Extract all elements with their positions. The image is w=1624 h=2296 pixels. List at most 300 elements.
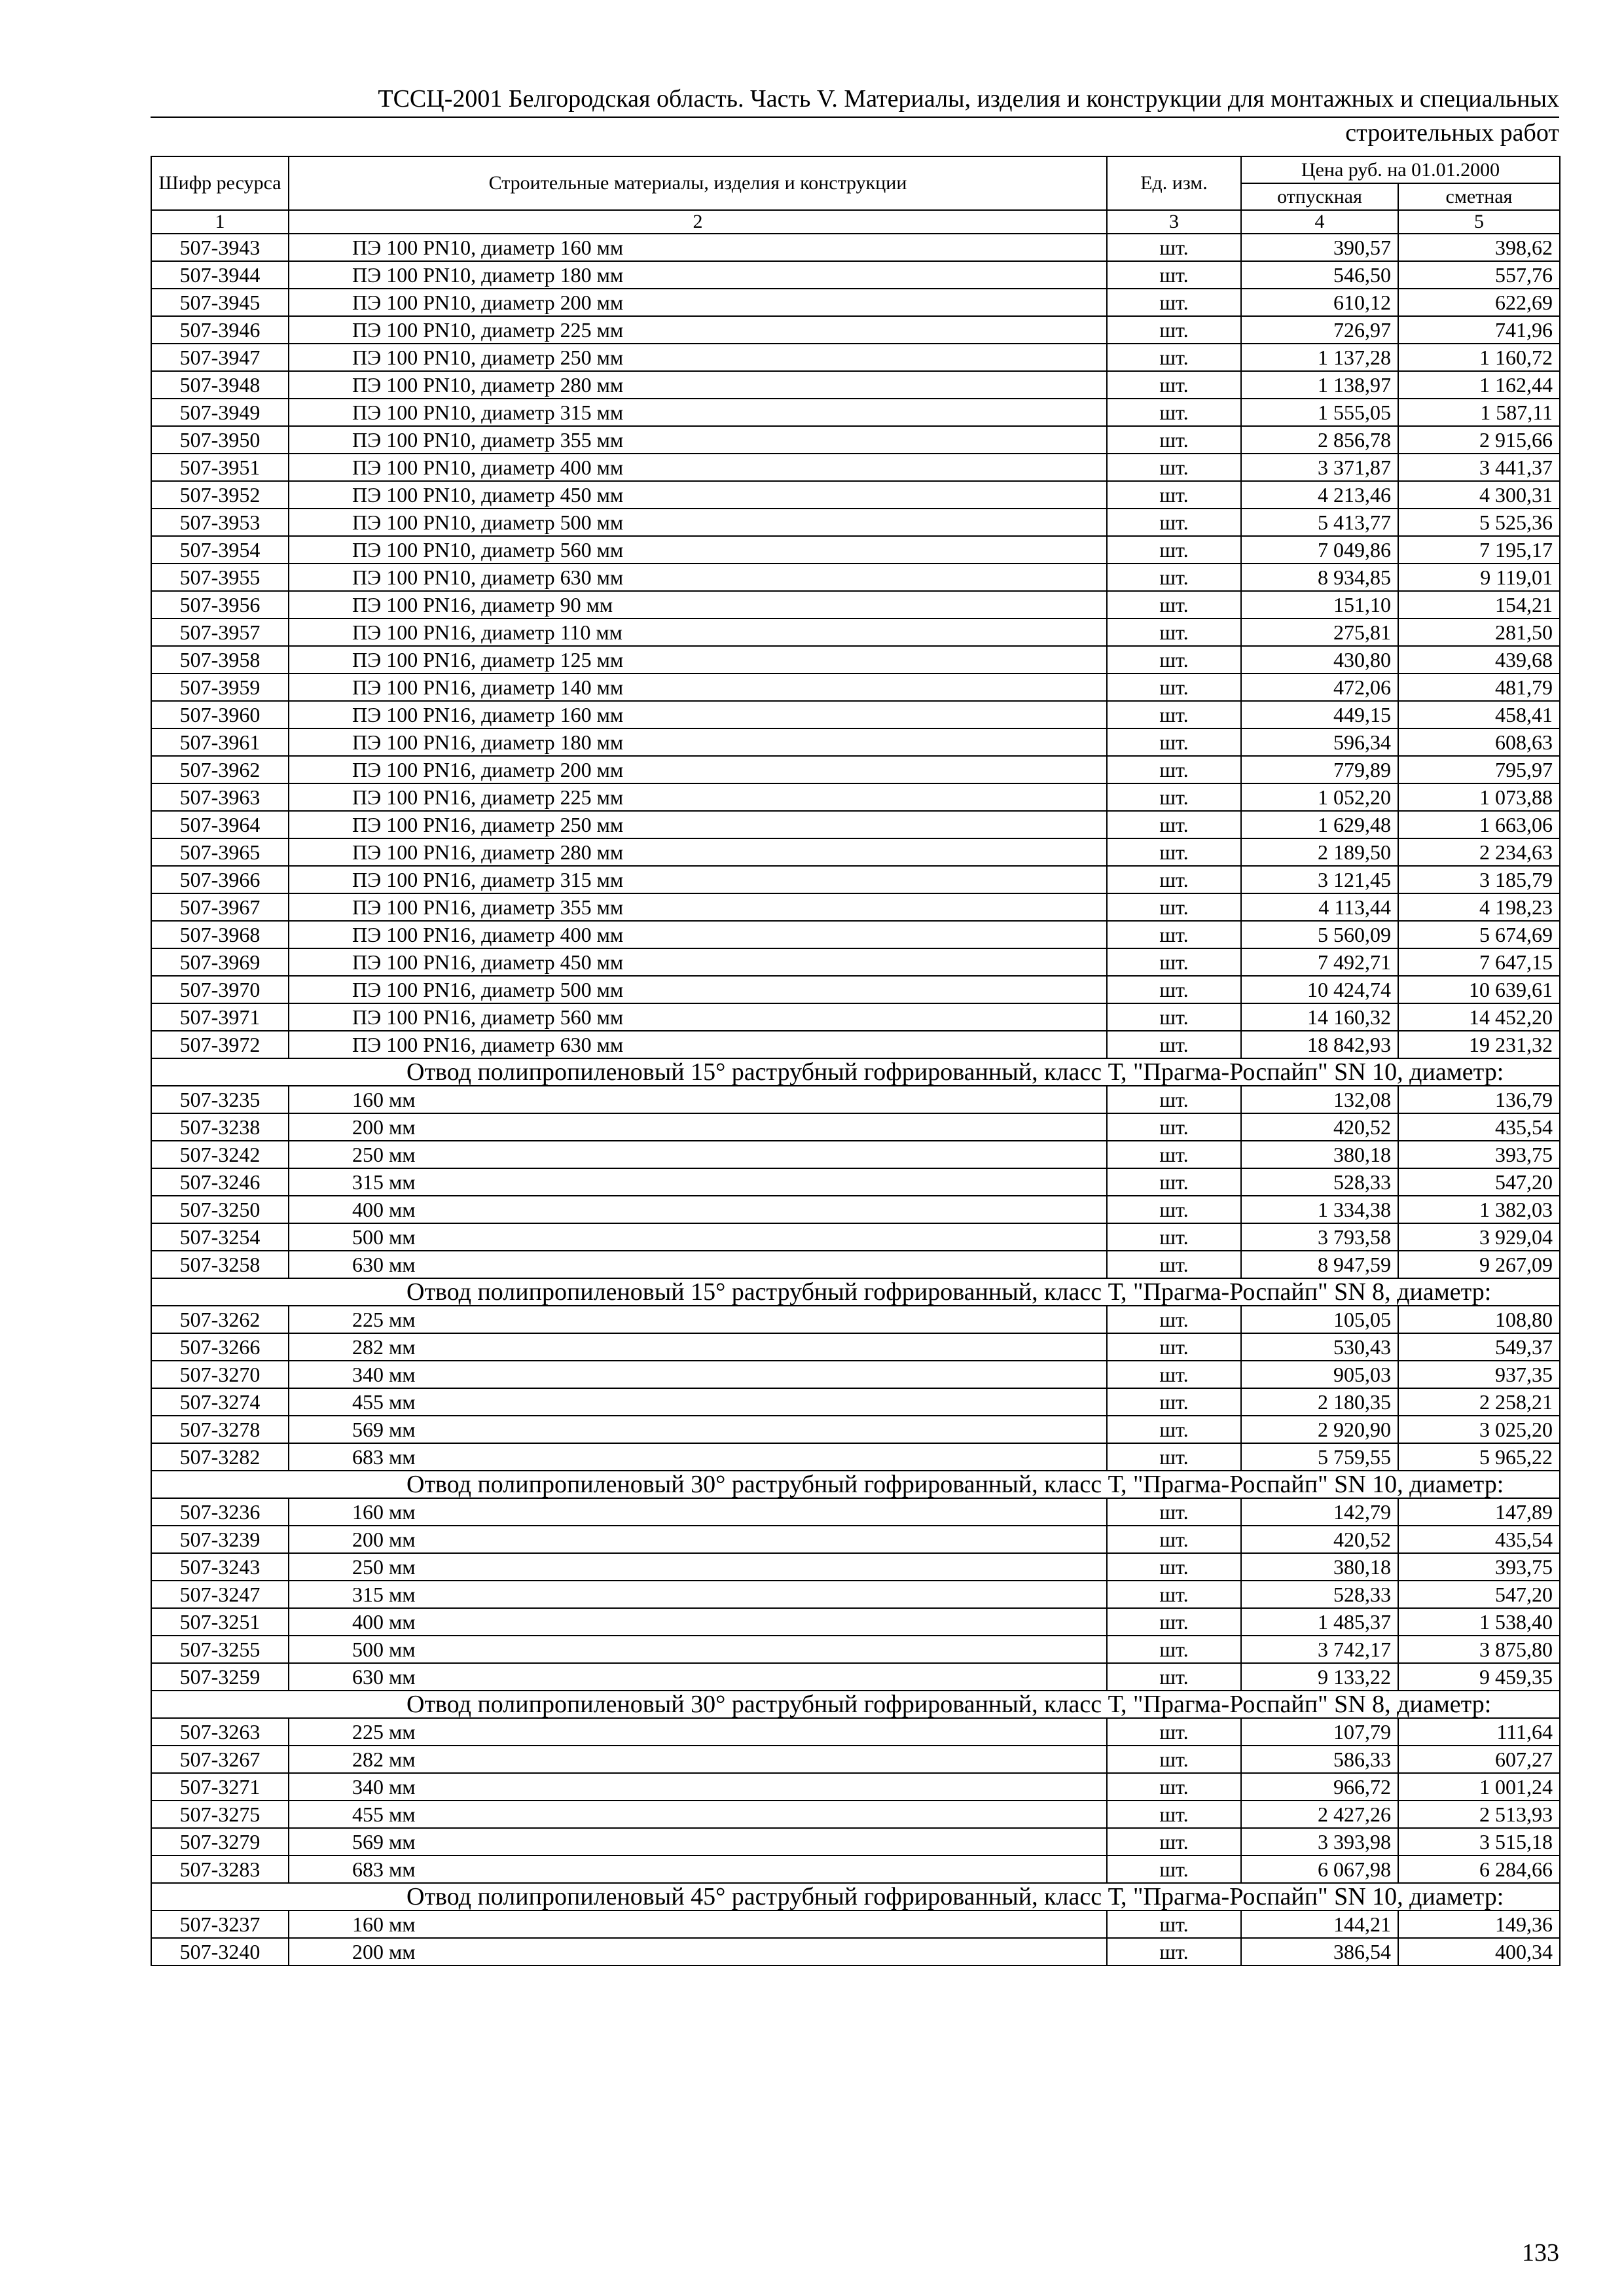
cell-estimate-price: 607,27: [1398, 1746, 1560, 1773]
cell-name: ПЭ 100 PN16, диаметр 560 мм: [289, 1003, 1107, 1031]
cell-release-price: 380,18: [1241, 1141, 1398, 1168]
cell-code: 507-3957: [151, 619, 289, 646]
table-row: [151, 1388, 1560, 1416]
table-row: [151, 261, 1560, 289]
cell-release-price: 10 424,74: [1241, 976, 1398, 1003]
table-row: [151, 701, 1560, 728]
cell-estimate-price: 622,69: [1398, 289, 1560, 316]
cell-release-price: 530,43: [1241, 1333, 1398, 1361]
cell-estimate-price: 1 073,88: [1398, 783, 1560, 811]
cell-unit: шт.: [1107, 1498, 1241, 1526]
table-row: [151, 591, 1560, 619]
cell-release-price: 472,06: [1241, 673, 1398, 701]
cell-release-price: 1 629,48: [1241, 811, 1398, 838]
cell-code: 507-3255: [151, 1636, 289, 1663]
cell-code: 507-3959: [151, 673, 289, 701]
cell-estimate-price: 3 441,37: [1398, 454, 1560, 481]
cell-name: ПЭ 100 PN16, диаметр 200 мм: [289, 756, 1107, 783]
header-title-line1: ТССЦ-2001 Белгородская область. Часть V. Материалы, изделия и конструкции для монтажных и специальных: [378, 85, 1559, 113]
cell-code: 507-3259: [151, 1663, 289, 1691]
cell-estimate-price: 5 674,69: [1398, 921, 1560, 948]
cell-unit: шт.: [1107, 509, 1241, 536]
cell-name: 340 мм: [289, 1773, 1107, 1801]
cell-release-price: 7 492,71: [1241, 948, 1398, 976]
cell-code: 507-3275: [151, 1801, 289, 1828]
cell-release-price: 18 842,93: [1241, 1031, 1398, 1058]
table-row: [151, 1608, 1560, 1636]
cell-estimate-price: 1 382,03: [1398, 1196, 1560, 1223]
cell-release-price: 586,33: [1241, 1746, 1398, 1773]
cell-code: 507-3969: [151, 948, 289, 976]
cell-estimate-price: 741,96: [1398, 316, 1560, 344]
table-row: [151, 426, 1560, 454]
cell-name: ПЭ 100 PN10, диаметр 280 мм: [289, 371, 1107, 399]
cell-name: ПЭ 100 PN16, диаметр 355 мм: [289, 893, 1107, 921]
cell-code: 507-3263: [151, 1718, 289, 1746]
cell-name: 225 мм: [289, 1718, 1107, 1746]
table-row: [151, 1306, 1560, 1333]
table-row: [151, 619, 1560, 646]
table-row: [151, 728, 1560, 756]
cell-release-price: 2 920,90: [1241, 1416, 1398, 1443]
cell-unit: шт.: [1107, 564, 1241, 591]
cell-estimate-price: 281,50: [1398, 619, 1560, 646]
cell-estimate-price: 400,34: [1398, 1938, 1560, 1965]
table-row: [151, 1718, 1560, 1746]
cell-release-price: 905,03: [1241, 1361, 1398, 1388]
table-row: [151, 1416, 1560, 1443]
table-row: [151, 1581, 1560, 1608]
cell-estimate-price: 9 267,09: [1398, 1251, 1560, 1278]
cell-release-price: 430,80: [1241, 646, 1398, 673]
cell-release-price: 2 856,78: [1241, 426, 1398, 454]
cell-estimate-price: 393,75: [1398, 1553, 1560, 1581]
table-row: [151, 1333, 1560, 1361]
cell-unit: шт.: [1107, 1636, 1241, 1663]
cell-estimate-price: 1 162,44: [1398, 371, 1560, 399]
cell-code: 507-3945: [151, 289, 289, 316]
cell-release-price: 151,10: [1241, 591, 1398, 619]
cell-unit: шт.: [1107, 1168, 1241, 1196]
cell-estimate-price: 5 965,22: [1398, 1443, 1560, 1471]
cell-unit: шт.: [1107, 1306, 1241, 1333]
cell-release-price: 1 052,20: [1241, 783, 1398, 811]
cell-code: 507-3235: [151, 1086, 289, 1113]
cell-code: 507-3254: [151, 1223, 289, 1251]
cell-estimate-price: 549,37: [1398, 1333, 1560, 1361]
table-row: [151, 1113, 1560, 1141]
cell-estimate-price: 2 915,66: [1398, 426, 1560, 454]
cell-release-price: 390,57: [1241, 234, 1398, 261]
cell-name: ПЭ 100 PN10, диаметр 160 мм: [289, 234, 1107, 261]
cell-name: ПЭ 100 PN16, диаметр 110 мм: [289, 619, 1107, 646]
cell-name: 455 мм: [289, 1388, 1107, 1416]
cell-unit: шт.: [1107, 1856, 1241, 1883]
cell-release-price: 386,54: [1241, 1938, 1398, 1965]
cell-release-price: 528,33: [1241, 1581, 1398, 1608]
table-row: [151, 866, 1560, 893]
table-row: [151, 1636, 1560, 1663]
group-heading: Отвод полипропиленовый 30° раструбный гофрированный, класс Т, "Прагма-Роспайп" SN 8, диаметр:: [289, 1691, 1560, 1718]
table-row: [151, 948, 1560, 976]
cell-code: 507-3250: [151, 1196, 289, 1223]
cell-code: 507-3961: [151, 728, 289, 756]
cell-estimate-price: 937,35: [1398, 1361, 1560, 1388]
table-row: [151, 811, 1560, 838]
cell-unit: шт.: [1107, 1141, 1241, 1168]
cell-estimate-price: 557,76: [1398, 261, 1560, 289]
table-row: [151, 1801, 1560, 1828]
cell-name: ПЭ 100 PN16, диаметр 630 мм: [289, 1031, 1107, 1058]
cell-name: 282 мм: [289, 1746, 1107, 1773]
cell-unit: шт.: [1107, 1086, 1241, 1113]
cell-code: 507-3971: [151, 1003, 289, 1031]
cell-release-price: 546,50: [1241, 261, 1398, 289]
cell-release-price: 2 427,26: [1241, 1801, 1398, 1828]
group-heading-row: [151, 1691, 1560, 1718]
cell-estimate-price: 547,20: [1398, 1168, 1560, 1196]
cell-unit: шт.: [1107, 1443, 1241, 1471]
cell-unit: шт.: [1107, 783, 1241, 811]
table-row: [151, 454, 1560, 481]
cell-unit: шт.: [1107, 1333, 1241, 1361]
cell-name: 315 мм: [289, 1581, 1107, 1608]
cell-name: 500 мм: [289, 1223, 1107, 1251]
cell-release-price: 132,08: [1241, 1086, 1398, 1113]
cell-unit: шт.: [1107, 1773, 1241, 1801]
cell-release-price: 3 121,45: [1241, 866, 1398, 893]
table-row: [151, 756, 1560, 783]
group-heading-row: [151, 1471, 1560, 1498]
cell-release-price: 5 759,55: [1241, 1443, 1398, 1471]
cell-estimate-price: 14 452,20: [1398, 1003, 1560, 1031]
cell-name: ПЭ 100 PN10, диаметр 400 мм: [289, 454, 1107, 481]
column-header-name: Строительные материалы, изделия и конструкции: [289, 156, 1107, 210]
table-row: [151, 536, 1560, 564]
cell-unit: шт.: [1107, 1938, 1241, 1965]
cell-name: ПЭ 100 PN10, диаметр 250 мм: [289, 344, 1107, 371]
cell-unit: шт.: [1107, 261, 1241, 289]
cell-code: 507-3950: [151, 426, 289, 454]
cell-code: 507-3958: [151, 646, 289, 673]
group-heading-spacer: [151, 1058, 289, 1086]
cell-release-price: 8 934,85: [1241, 564, 1398, 591]
column-number: 5: [1398, 210, 1560, 234]
cell-name: ПЭ 100 PN10, диаметр 560 мм: [289, 536, 1107, 564]
cell-release-price: 4 213,46: [1241, 481, 1398, 509]
cell-code: 507-3278: [151, 1416, 289, 1443]
cell-estimate-price: 7 195,17: [1398, 536, 1560, 564]
cell-name: ПЭ 100 PN10, диаметр 225 мм: [289, 316, 1107, 344]
cell-name: ПЭ 100 PN10, диаметр 450 мм: [289, 481, 1107, 509]
cell-code: 507-3947: [151, 344, 289, 371]
cell-estimate-price: 9 119,01: [1398, 564, 1560, 591]
table-row: [151, 1031, 1560, 1058]
cell-estimate-price: 6 284,66: [1398, 1856, 1560, 1883]
cell-code: 507-3965: [151, 838, 289, 866]
group-heading-row: [151, 1883, 1560, 1910]
cell-estimate-price: 2 234,63: [1398, 838, 1560, 866]
cell-code: 507-3963: [151, 783, 289, 811]
cell-release-price: 105,05: [1241, 1306, 1398, 1333]
cell-estimate-price: 608,63: [1398, 728, 1560, 756]
cell-unit: шт.: [1107, 1746, 1241, 1773]
table-row: [151, 1746, 1560, 1773]
cell-name: 340 мм: [289, 1361, 1107, 1388]
cell-code: 507-3266: [151, 1333, 289, 1361]
cell-release-price: 3 393,98: [1241, 1828, 1398, 1856]
table-body: [151, 234, 1560, 1965]
cell-release-price: 107,79: [1241, 1718, 1398, 1746]
cell-code: 507-3966: [151, 866, 289, 893]
cell-release-price: 6 067,98: [1241, 1856, 1398, 1883]
cell-unit: шт.: [1107, 1828, 1241, 1856]
cell-unit: шт.: [1107, 921, 1241, 948]
cell-name: 400 мм: [289, 1608, 1107, 1636]
cell-unit: шт.: [1107, 728, 1241, 756]
cell-code: 507-3944: [151, 261, 289, 289]
cell-release-price: 9 133,22: [1241, 1663, 1398, 1691]
page-header: [151, 84, 1559, 148]
cell-release-price: 144,21: [1241, 1910, 1398, 1938]
cell-unit: шт.: [1107, 1031, 1241, 1058]
cell-name: 500 мм: [289, 1636, 1107, 1663]
table-row: [151, 1526, 1560, 1553]
column-number: 3: [1107, 210, 1241, 234]
cell-unit: шт.: [1107, 426, 1241, 454]
cell-name: ПЭ 100 PN10, диаметр 200 мм: [289, 289, 1107, 316]
cell-estimate-price: 393,75: [1398, 1141, 1560, 1168]
cell-unit: шт.: [1107, 1251, 1241, 1278]
cell-code: 507-3239: [151, 1526, 289, 1553]
table-row: [151, 1773, 1560, 1801]
cell-release-price: 1 555,05: [1241, 399, 1398, 426]
cell-unit: шт.: [1107, 1801, 1241, 1828]
cell-estimate-price: 2 513,93: [1398, 1801, 1560, 1828]
cell-unit: шт.: [1107, 1553, 1241, 1581]
cell-name: ПЭ 100 PN16, диаметр 315 мм: [289, 866, 1107, 893]
table-row: [151, 1663, 1560, 1691]
group-heading: Отвод полипропиленовый 45° раструбный гофрированный, класс Т, "Прагма-Роспайп" SN 10, диаметр:: [289, 1883, 1560, 1910]
cell-code: 507-3964: [151, 811, 289, 838]
cell-code: 507-3951: [151, 454, 289, 481]
cell-estimate-price: 154,21: [1398, 591, 1560, 619]
cell-unit: шт.: [1107, 756, 1241, 783]
table-row: [151, 289, 1560, 316]
cell-estimate-price: 149,36: [1398, 1910, 1560, 1938]
cell-code: 507-3967: [151, 893, 289, 921]
group-heading-spacer: [151, 1883, 289, 1910]
cell-estimate-price: 435,54: [1398, 1113, 1560, 1141]
cell-estimate-price: 111,64: [1398, 1718, 1560, 1746]
cell-name: ПЭ 100 PN16, диаметр 160 мм: [289, 701, 1107, 728]
price-table: [151, 156, 1561, 1966]
cell-estimate-price: 136,79: [1398, 1086, 1560, 1113]
cell-estimate-price: 3 185,79: [1398, 866, 1560, 893]
cell-name: 160 мм: [289, 1086, 1107, 1113]
cell-unit: шт.: [1107, 619, 1241, 646]
cell-name: 683 мм: [289, 1856, 1107, 1883]
cell-name: 225 мм: [289, 1306, 1107, 1333]
table-row: [151, 673, 1560, 701]
cell-estimate-price: 458,41: [1398, 701, 1560, 728]
cell-unit: шт.: [1107, 1361, 1241, 1388]
cell-estimate-price: 1 663,06: [1398, 811, 1560, 838]
cell-release-price: 449,15: [1241, 701, 1398, 728]
table-row: [151, 1361, 1560, 1388]
cell-name: ПЭ 100 PN10, диаметр 180 мм: [289, 261, 1107, 289]
table-row: [151, 1443, 1560, 1471]
cell-code: 507-3262: [151, 1306, 289, 1333]
cell-code: 507-3282: [151, 1443, 289, 1471]
cell-estimate-price: 481,79: [1398, 673, 1560, 701]
cell-release-price: 7 049,86: [1241, 536, 1398, 564]
cell-release-price: 1 137,28: [1241, 344, 1398, 371]
table-row: [151, 1910, 1560, 1938]
cell-name: ПЭ 100 PN10, диаметр 630 мм: [289, 564, 1107, 591]
cell-unit: шт.: [1107, 811, 1241, 838]
cell-code: 507-3970: [151, 976, 289, 1003]
cell-code: 507-3952: [151, 481, 289, 509]
cell-unit: шт.: [1107, 1910, 1241, 1938]
cell-name: ПЭ 100 PN16, диаметр 140 мм: [289, 673, 1107, 701]
cell-release-price: 5 413,77: [1241, 509, 1398, 536]
cell-unit: шт.: [1107, 1223, 1241, 1251]
cell-code: 507-3956: [151, 591, 289, 619]
cell-code: 507-3247: [151, 1581, 289, 1608]
cell-code: 507-3243: [151, 1553, 289, 1581]
cell-name: 282 мм: [289, 1333, 1107, 1361]
cell-estimate-price: 439,68: [1398, 646, 1560, 673]
cell-release-price: 8 947,59: [1241, 1251, 1398, 1278]
cell-estimate-price: 19 231,32: [1398, 1031, 1560, 1058]
table-row: [151, 234, 1560, 261]
table-row: [151, 1223, 1560, 1251]
cell-name: 160 мм: [289, 1498, 1107, 1526]
cell-code: 507-3246: [151, 1168, 289, 1196]
cell-name: 250 мм: [289, 1553, 1107, 1581]
column-header-estimate: сметная: [1398, 183, 1560, 210]
cell-unit: шт.: [1107, 454, 1241, 481]
cell-release-price: 14 160,32: [1241, 1003, 1398, 1031]
cell-release-price: 779,89: [1241, 756, 1398, 783]
page-number: 133: [1522, 2239, 1559, 2267]
cell-release-price: 966,72: [1241, 1773, 1398, 1801]
cell-release-price: 2 189,50: [1241, 838, 1398, 866]
cell-name: ПЭ 100 PN10, диаметр 315 мм: [289, 399, 1107, 426]
cell-unit: шт.: [1107, 646, 1241, 673]
cell-name: 315 мм: [289, 1168, 1107, 1196]
cell-code: 507-3238: [151, 1113, 289, 1141]
cell-release-price: 142,79: [1241, 1498, 1398, 1526]
header-title-line2: строительных работ: [1345, 119, 1559, 147]
group-heading-spacer: [151, 1691, 289, 1718]
cell-unit: шт.: [1107, 536, 1241, 564]
cell-unit: шт.: [1107, 1718, 1241, 1746]
cell-code: 507-3270: [151, 1361, 289, 1388]
group-heading: Отвод полипропиленовый 30° раструбный гофрированный, класс Т, "Прагма-Роспайп" SN 10, диаметр:: [289, 1471, 1560, 1498]
cell-unit: шт.: [1107, 399, 1241, 426]
cell-name: ПЭ 100 PN16, диаметр 250 мм: [289, 811, 1107, 838]
cell-unit: шт.: [1107, 893, 1241, 921]
cell-unit: шт.: [1107, 344, 1241, 371]
cell-name: 160 мм: [289, 1910, 1107, 1938]
table-row: [151, 976, 1560, 1003]
cell-name: 455 мм: [289, 1801, 1107, 1828]
cell-release-price: 4 113,44: [1241, 893, 1398, 921]
cell-name: 200 мм: [289, 1526, 1107, 1553]
cell-release-price: 420,52: [1241, 1113, 1398, 1141]
cell-estimate-price: 7 647,15: [1398, 948, 1560, 976]
cell-estimate-price: 10 639,61: [1398, 976, 1560, 1003]
table-row: [151, 481, 1560, 509]
table-row: [151, 1553, 1560, 1581]
cell-code: 507-3949: [151, 399, 289, 426]
group-heading: Отвод полипропиленовый 15° раструбный гофрированный, класс Т, "Прагма-Роспайп" SN 10, диаметр:: [289, 1058, 1560, 1086]
cell-estimate-price: 1 160,72: [1398, 344, 1560, 371]
cell-name: 569 мм: [289, 1416, 1107, 1443]
table-row: [151, 1856, 1560, 1883]
cell-name: 250 мм: [289, 1141, 1107, 1168]
cell-release-price: 275,81: [1241, 619, 1398, 646]
cell-unit: шт.: [1107, 371, 1241, 399]
table-row: [151, 1938, 1560, 1965]
cell-code: 507-3943: [151, 234, 289, 261]
cell-release-price: 596,34: [1241, 728, 1398, 756]
cell-unit: шт.: [1107, 1526, 1241, 1553]
cell-name: ПЭ 100 PN16, диаметр 225 мм: [289, 783, 1107, 811]
cell-name: ПЭ 100 PN16, диаметр 125 мм: [289, 646, 1107, 673]
cell-unit: шт.: [1107, 838, 1241, 866]
cell-unit: шт.: [1107, 976, 1241, 1003]
column-header-price: Цена руб. на 01.01.2000: [1241, 156, 1560, 183]
cell-name: 200 мм: [289, 1938, 1107, 1965]
column-number: 1: [151, 210, 289, 234]
cell-code: 507-3968: [151, 921, 289, 948]
cell-name: 569 мм: [289, 1828, 1107, 1856]
cell-estimate-price: 4 198,23: [1398, 893, 1560, 921]
cell-unit: шт.: [1107, 1113, 1241, 1141]
table-row: [151, 1141, 1560, 1168]
cell-name: ПЭ 100 PN16, диаметр 450 мм: [289, 948, 1107, 976]
cell-code: 507-3953: [151, 509, 289, 536]
table-row: [151, 509, 1560, 536]
cell-unit: шт.: [1107, 1196, 1241, 1223]
group-heading: Отвод полипропиленовый 15° раструбный гофрированный, класс Т, "Прагма-Роспайп" SN 8, диаметр:: [289, 1278, 1560, 1306]
cell-estimate-price: 435,54: [1398, 1526, 1560, 1553]
cell-code: 507-3948: [151, 371, 289, 399]
table-row: [151, 646, 1560, 673]
cell-name: 200 мм: [289, 1113, 1107, 1141]
cell-estimate-price: 3 515,18: [1398, 1828, 1560, 1856]
table-row: [151, 1196, 1560, 1223]
table-row: [151, 344, 1560, 371]
cell-release-price: 528,33: [1241, 1168, 1398, 1196]
cell-name: 683 мм: [289, 1443, 1107, 1471]
cell-estimate-price: 9 459,35: [1398, 1663, 1560, 1691]
cell-code: 507-3954: [151, 536, 289, 564]
cell-estimate-price: 2 258,21: [1398, 1388, 1560, 1416]
group-heading-row: [151, 1278, 1560, 1306]
cell-estimate-price: 3 875,80: [1398, 1636, 1560, 1663]
group-heading-row: [151, 1058, 1560, 1086]
cell-code: 507-3962: [151, 756, 289, 783]
cell-code: 507-3258: [151, 1251, 289, 1278]
table-row: [151, 1003, 1560, 1031]
cell-name: ПЭ 100 PN16, диаметр 90 мм: [289, 591, 1107, 619]
cell-code: 507-3251: [151, 1608, 289, 1636]
cell-estimate-price: 1 001,24: [1398, 1773, 1560, 1801]
